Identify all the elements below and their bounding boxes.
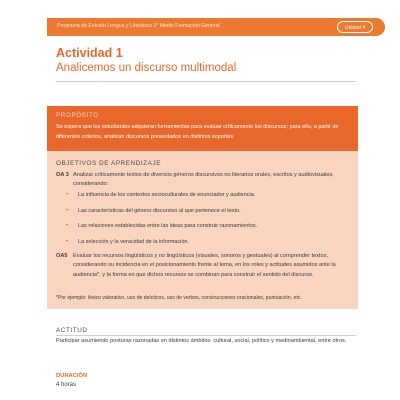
objectives-box — [47, 151, 358, 309]
objective-oa3 — [56, 171, 354, 190]
list-item — [65, 207, 349, 223]
bullet-icon: • — [66, 207, 69, 214]
header-bar — [47, 18, 385, 36]
objective-code: OA5 — [56, 253, 68, 259]
attitude-heading: ACTITUD — [56, 327, 88, 334]
attitude-text: Participar asumiendo posturas razonadas en distintos ámbitos: cultural, social, político y medioambiental, entre otros. — [56, 338, 347, 344]
bullet-icon: • — [66, 238, 69, 245]
list-item — [65, 238, 349, 254]
program-title: Programa de Estudio Lengua y Literatura 3° Medio Formación General — [57, 23, 220, 29]
criteria-list — [65, 191, 349, 253]
duration-heading: DURACIÓN — [56, 373, 88, 379]
list-item-text: Las características del género discursivo al que pertenece el texto. — [78, 207, 241, 214]
list-item-text: La selección y la veracidad de la información. — [78, 238, 189, 245]
objective-text: Analizar críticamente textos de diversos géneros discursivos no literarios orales, escritos y audiovisuales, considerando: — [73, 172, 334, 188]
purpose-text: Se espera que los estudiantes adquieran herramientas para evaluar críticamente los discursos; para ello, a partir de diferentes criterios, analizan discursos presentados en distintos soportes. — [56, 124, 339, 140]
list-item-text: Las relaciones establecidas entre las ideas para construir razonamientos. — [78, 223, 258, 229]
activity-title: Actividad 1 — [56, 46, 123, 60]
purpose-heading: PROPÓSITO — [56, 112, 99, 119]
attitude-divider — [56, 335, 356, 336]
purpose-box — [47, 106, 358, 151]
duration-value: 4 horas — [56, 382, 77, 388]
objective-text: Evaluar los recursos lingüísticos y no lingüísticos (visuales, sonoros y gestuales) al comprender textos, considerando su incidencia en el posicionamiento frente al tema, en los roles y actitudes asumidos ante la audiencia*, y la forma en que dichos recursos se combinan para construir el sentido del discurso. — [73, 253, 336, 278]
objective-code: OA 3 — [56, 172, 69, 178]
objective-oa5 — [56, 252, 354, 280]
title-divider — [56, 81, 356, 82]
unit-badge: Unidad 4 — [337, 21, 373, 33]
list-item — [65, 191, 349, 207]
objectives-heading: OBJETIVOS DE APRENDIZAJE — [56, 160, 162, 167]
list-item — [65, 222, 349, 238]
list-item-text: La influencia de los contextos socioculturales de enunciador y audiencia. — [78, 192, 256, 198]
bullet-icon: • — [66, 223, 69, 229]
footnote: *Por ejemplo: léxico valorativo, uso de deícticos, uso de verbos, construcciones oracionales, puntuación, etc. — [56, 295, 302, 301]
bullet-icon: • — [66, 192, 69, 198]
activity-subtitle: Analicemos un discurso multimodal — [56, 62, 237, 74]
